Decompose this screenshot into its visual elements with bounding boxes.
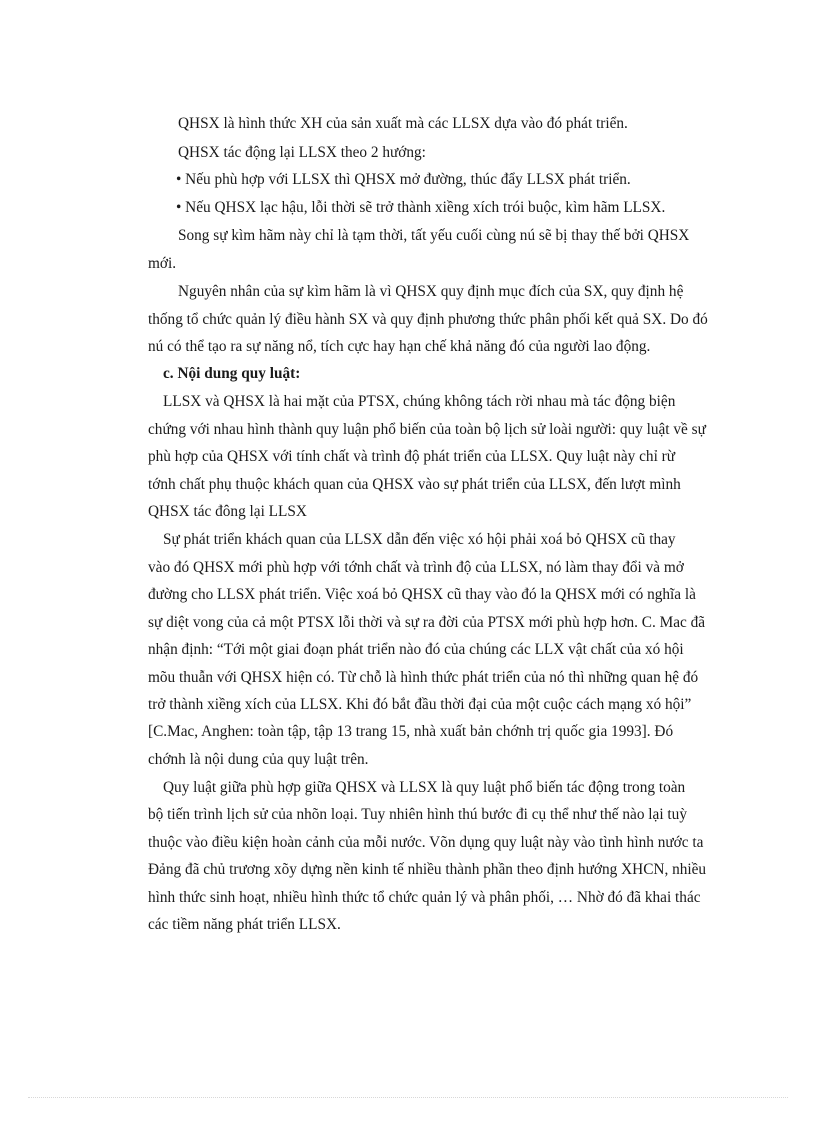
page-bottom-divider [28, 1097, 788, 1098]
citation-line: [C.Mac, Anghen: toàn tập, tập 13 trang 15, nhà xuất bản chớnh trị quốc gia 1993]. Đó [148, 723, 674, 740]
paragraph-line: tớnh chất phụ thuộc khách quan của QHSX vào sự phát triển của LLSX, đến lượt mình [148, 476, 681, 493]
paragraph-line: mõu thuẫn với QHSX hiện có. Từ chỗ là hình thức phát triển của nó thì những quan hệ đó [148, 669, 699, 686]
paragraph-line: mới. [148, 255, 177, 272]
paragraph-line: vào đó QHSX mới phù hợp với tớnh chất và trình độ của LLSX, nó làm thay đổi và mở [148, 559, 684, 576]
paragraph-line: trở thành xiềng xích của LLSX. Khi đó bắt đầu thời đại của một cuộc cách mạng xó hội” [148, 696, 692, 713]
paragraph-line: chứng với nhau hình thành quy luận phổ biến của toàn bộ lịch sử loài người: quy luật về sự [148, 421, 706, 438]
section-heading: c. Nội dung quy luật: [163, 365, 301, 382]
paragraph-line: Nguyên nhân của sự kìm hãm là vì QHSX quy định mục đích của SX, quy định hệ [178, 283, 684, 300]
paragraph-line: Song sự kìm hãm này chỉ là tạm thời, tất yếu cuối cùng nú sẽ bị thay thế bởi QHSX [178, 227, 690, 244]
paragraph-line: nú có thể tạo ra sự năng nổ, tích cực hay hạn chế khả năng đó của người lao động. [148, 338, 651, 355]
paragraph-line: sự diệt vong của cả một PTSX lỗi thời và sự ra đời của PTSX mới phù hợp hơn. C. Mac đã [148, 614, 706, 631]
paragraph-line: QHSX là hình thức XH của sản xuất mà các LLSX dựa vào đó phát triển. [178, 115, 628, 132]
paragraph-line: các tiềm năng phát triển LLSX. [148, 916, 341, 933]
paragraph-line: chớnh là nội dung của quy luật trên. [148, 751, 369, 768]
paragraph-line: hình thức sinh hoạt, nhiều hình thức tổ chức quản lý và phân phối, … Nhờ đó đã khai thác [148, 889, 701, 906]
bullet-item: • Nếu phù hợp với LLSX thì QHSX mở đường, thúc đẩy LLSX phát triển. [176, 171, 631, 188]
paragraph-line: thuộc vào điều kiện hoàn cảnh của mỗi nước. Võn dụng quy luật này vào tình hình nước ta [148, 834, 704, 851]
paragraph-line: QHSX tác đông lại LLSX [148, 503, 307, 520]
bullet-item: • Nếu QHSX lạc hậu, lỗi thời sẽ trở thành xiềng xích trói buộc, kìm hãm LLSX. [176, 199, 666, 216]
paragraph-line: phù hợp của QHSX với tính chất và trình độ phát triển của LLSX. Quy luật này chỉ rừ [148, 448, 676, 465]
paragraph-line: LLSX và QHSX là hai mặt của PTSX, chúng không tách rời nhau mà tác động biện [163, 393, 676, 410]
paragraph-line: QHSX tác động lại LLSX theo 2 hướng: [178, 144, 426, 161]
paragraph-line: Đảng đã chủ trương xõy dựng nền kinh tế nhiều thành phần theo định hướng XHCN, nhiều [148, 861, 707, 878]
paragraph-line: bộ tiến trình lịch sử của nhõn loại. Tuy nhiên hình thú bước đi cụ thể như thế nào lại tuỳ [148, 806, 687, 823]
paragraph-line: nhận định: “Tới một giai đoạn phát triển nào đó của chúng các LLX vật chất của xó hội [148, 641, 684, 658]
paragraph-line: đường cho LLSX phát triển. Việc xoá bỏ QHSX cũ thay vào đó la QHSX mới có nghĩa là [148, 586, 696, 603]
paragraph-line: Sự phát triển khách quan của LLSX dẫn đến việc xó hội phải xoá bỏ QHSX cũ thay [163, 531, 676, 548]
paragraph-line: thống tổ chức quản lý điều hành SX và quy định phương thức phân phối kết quả SX. Do đó [148, 311, 708, 328]
paragraph-line: Quy luật giữa phù hợp giữa QHSX và LLSX là quy luật phổ biến tác động trong toàn [163, 779, 686, 796]
